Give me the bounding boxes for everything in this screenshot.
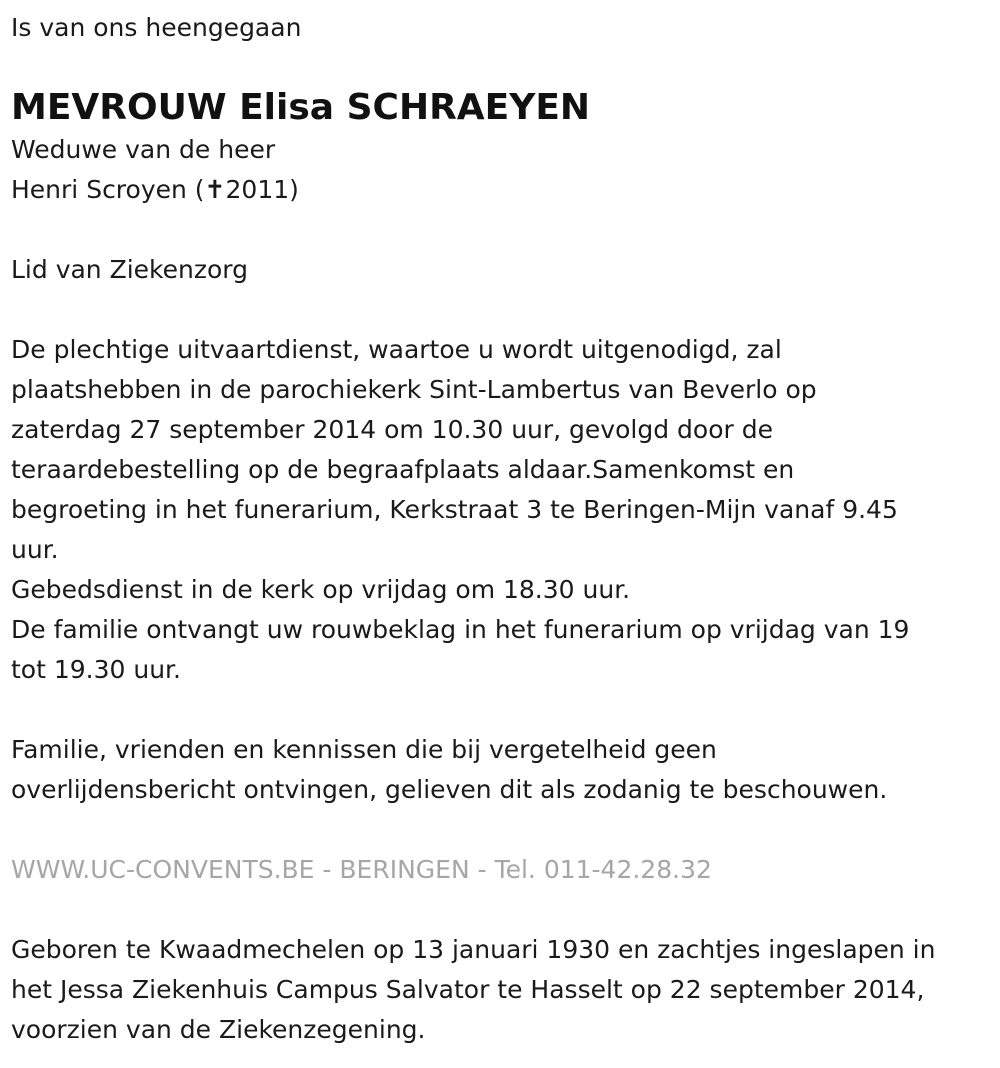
service-line: teraardebestelling op de begraafplaats aldaar.Samenkomst en: [11, 455, 795, 484]
spacer: [11, 810, 1000, 850]
service-line: De familie ontvangt uw rouwbeklag in het funerarium op vrijdag van 19: [11, 615, 910, 644]
spouse-line-2: Henri Scroyen (✝2011): [11, 175, 299, 204]
intro-text: Is van ons heengegaan: [11, 13, 302, 42]
spacer: [11, 290, 1000, 330]
service-line: De plechtige uitvaartdienst, waartoe u wordt uitgenodigd, zal: [11, 335, 782, 364]
service-line: tot 19.30 uur.: [11, 655, 181, 684]
birth-line: Geboren te Kwaadmechelen op 13 januari 1930 en zachtjes ingeslapen in: [11, 935, 936, 964]
spouse-line-1: Weduwe van de heer: [11, 135, 276, 164]
spacer: [11, 210, 1000, 250]
service-line: zaterdag 27 september 2014 om 10.30 uur, gevolgd door de: [11, 415, 773, 444]
service-line: begroeting in het funerarium, Kerkstraat 3 te Beringen-Mijn vanaf 9.45: [11, 495, 898, 524]
notice-line: Familie, vrienden en kennissen die bij vergetelheid geen: [11, 735, 717, 764]
birth-line: het Jessa Ziekenhuis Campus Salvator te Hasselt op 22 september 2014,: [11, 975, 925, 1004]
deceased-name: MEVROUW Elisa SCHRAEYEN: [11, 87, 591, 128]
service-line: Gebedsdienst in de kerk op vrijdag om 18.30 uur.: [11, 575, 631, 604]
service-line: uur.: [11, 535, 59, 564]
notice-paragraph: [11, 730, 1000, 810]
birth-paragraph: [11, 930, 1000, 1050]
membership-text: Lid van Ziekenzorg: [11, 255, 248, 284]
service-paragraph: [11, 330, 1000, 690]
birth-line: voorzien van de Ziekenzegening.: [11, 1015, 426, 1044]
service-line: plaatshebben in de parochiekerk Sint-Lambertus van Beverlo op: [11, 375, 817, 404]
funeral-home-contact: WWW.UC-CONVENTS.BE - BERINGEN - Tel. 011-42.28.32: [11, 855, 712, 884]
notice-line: overlijdensbericht ontvingen, gelieven dit als zodanig te beschouwen.: [11, 775, 888, 804]
spacer: [11, 690, 1000, 730]
spacer: [11, 890, 1000, 930]
